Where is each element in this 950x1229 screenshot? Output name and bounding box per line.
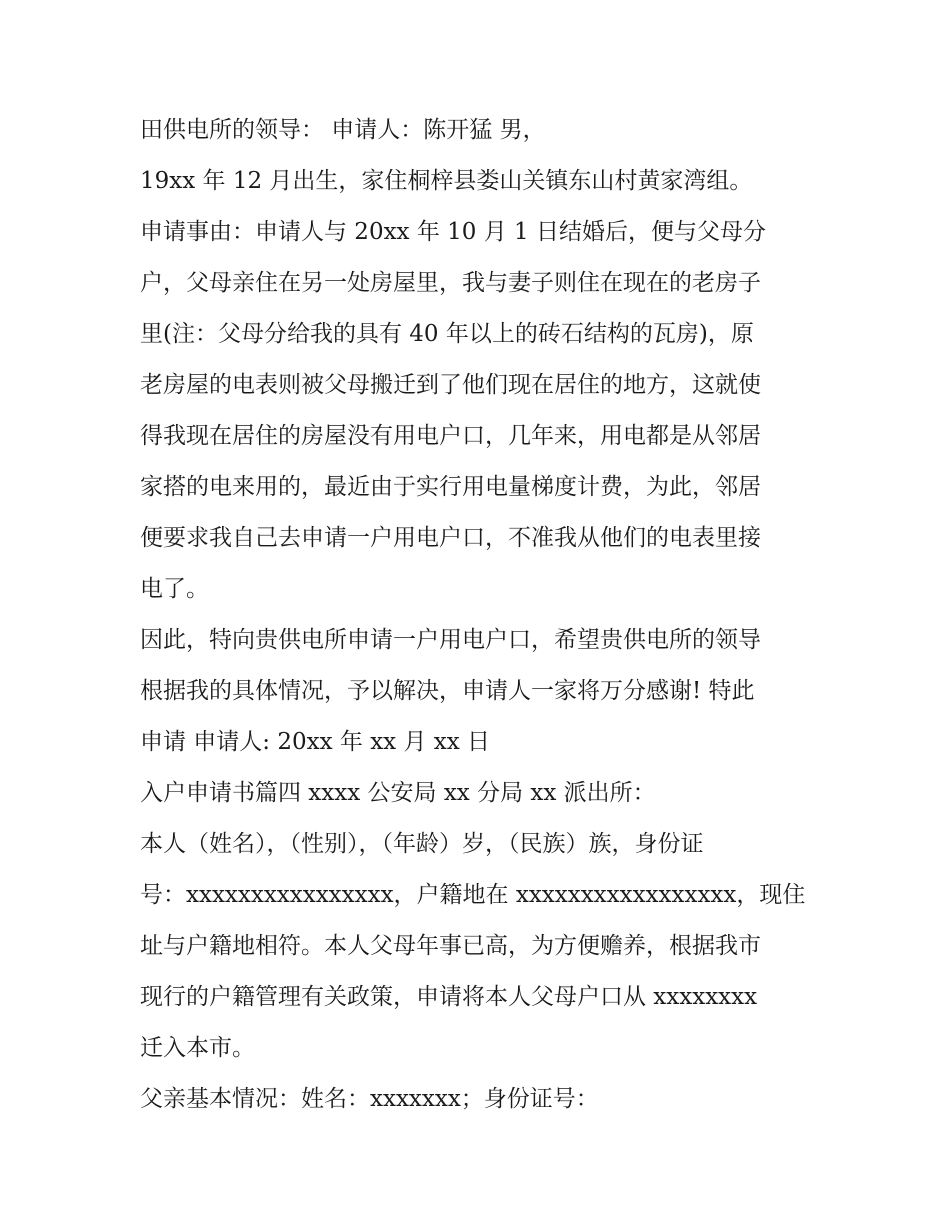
text-line: 老房屋的电表则被父母搬迁到了他们现在居住的地方，这就使 bbox=[140, 372, 761, 398]
text-line: 得我现在居住的房屋没有用电户口，几年来，用电都是从邻居 bbox=[140, 423, 761, 449]
text-line: 现行的户籍管理有关政策，申请将本人父母户口从 xxxxxxxx bbox=[140, 984, 758, 1010]
text-line: 户，父母亲住在另一处房屋里，我与妻子则住在现在的老房子 bbox=[140, 270, 761, 296]
text-line: 父亲基本情况：姓名：xxxxxxx；身份证号： bbox=[140, 1086, 599, 1112]
text-line: 因此，特向贵供电所申请一户用电户口，希望贵供电所的领导 bbox=[140, 627, 761, 653]
text-line: 本人（姓名），（性别），（年龄）岁，（民族）族，身份证 bbox=[140, 831, 704, 857]
text-line: 电了。 bbox=[140, 576, 209, 602]
text-line: 址与户籍地相符。本人父母年事已高，为方便赡养，根据我市 bbox=[140, 933, 761, 959]
document-body bbox=[140, 105, 820, 1125]
text-line: 入户申请书篇四 xxxx 公安局 xx 分局 xx 派出所： bbox=[140, 780, 656, 806]
text-line: 申请 申请人: 20xx 年 xx 月 xx 日 bbox=[140, 729, 491, 755]
text-line: 根据我的具体情况，予以解决，申请人一家将万分感谢! 特此 bbox=[140, 678, 755, 704]
text-line: 19xx 年 12 月出生，家住桐梓县娄山关镇东山村黄家湾组。 bbox=[140, 168, 753, 194]
text-line: 号：xxxxxxxxxxxxxxxx，户籍地在 xxxxxxxxxxxxxxxxx，现住 bbox=[140, 882, 806, 908]
text-line: 迁入本市。 bbox=[140, 1035, 255, 1061]
text-line: 田供电所的领导： 申请人：陈开猛 男， bbox=[140, 117, 546, 143]
text-line: 申请事由：申请人与 20xx 年 10 月 1 日结婚后，便与父母分 bbox=[140, 219, 766, 245]
text-line: 便要求我自己去申请一户用电户口，不准我从他们的电表里接 bbox=[140, 525, 761, 551]
text-line: 里(注：父母分给我的具有 40 年以上的砖石结构的瓦房)，原 bbox=[140, 321, 754, 347]
text-line: 家搭的电来用的，最近由于实行用电量梯度计费，为此，邻居 bbox=[140, 474, 761, 500]
